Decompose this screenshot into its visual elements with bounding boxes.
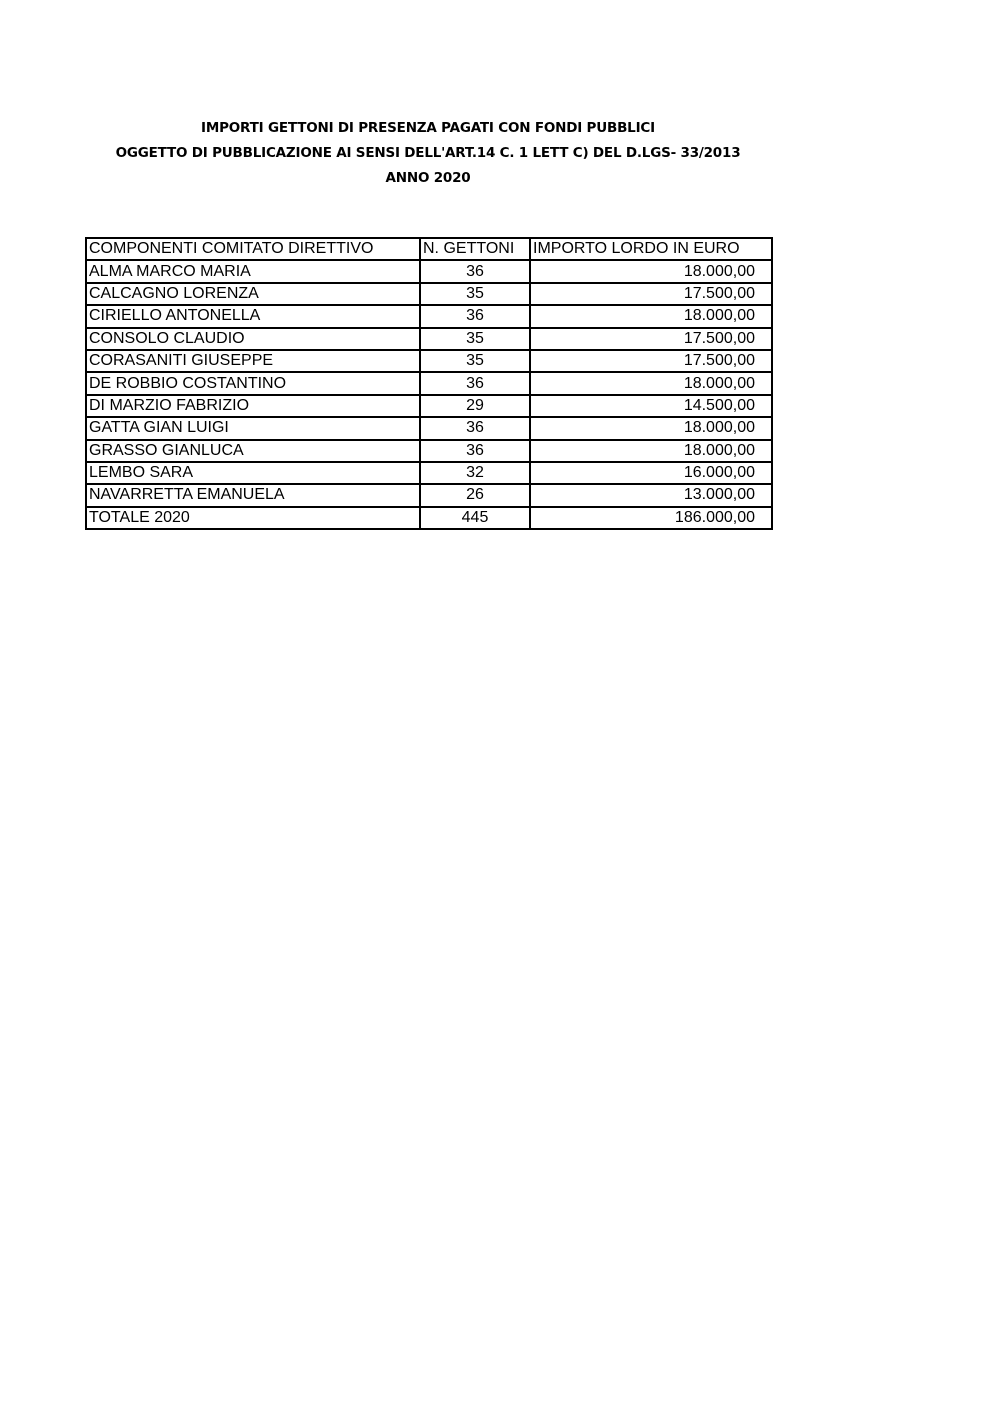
column-header-tokens: N. GETTONI [420, 238, 530, 260]
table-row [86, 462, 772, 484]
member-name: DI MARZIO FABRIZIO [86, 395, 420, 417]
gross-amount: 18.000,00 [530, 417, 772, 439]
tokens-table [85, 237, 773, 530]
document-year: ANNO 2020 [385, 170, 471, 186]
table-row [86, 260, 772, 282]
token-count: 35 [420, 350, 530, 372]
table-row [86, 305, 772, 327]
gross-amount: 13.000,00 [530, 484, 772, 506]
document-title: IMPORTI GETTONI DI PRESENZA PAGATI CON FONDI PUBBLICI [201, 120, 655, 136]
member-name: LEMBO SARA [86, 462, 420, 484]
gross-amount: 18.000,00 [530, 260, 772, 282]
token-count: 36 [420, 417, 530, 439]
gross-amount: 17.500,00 [530, 283, 772, 305]
member-name: CONSOLO CLAUDIO [86, 328, 420, 350]
token-count: 29 [420, 395, 530, 417]
token-count: 32 [420, 462, 530, 484]
token-count: 26 [420, 484, 530, 506]
gross-amount: 17.500,00 [530, 328, 772, 350]
total-tokens: 445 [420, 507, 530, 529]
gross-amount: 16.000,00 [530, 462, 772, 484]
token-count: 35 [420, 328, 530, 350]
table-row [86, 417, 772, 439]
table-row [86, 328, 772, 350]
gross-amount: 18.000,00 [530, 440, 772, 462]
column-header-amount: IMPORTO LORDO IN EURO [530, 238, 772, 260]
token-count: 36 [420, 305, 530, 327]
member-name: GRASSO GIANLUCA [86, 440, 420, 462]
member-name: ALMA MARCO MARIA [86, 260, 420, 282]
gross-amount: 14.500,00 [530, 395, 772, 417]
table-row [86, 283, 772, 305]
table-row [86, 395, 772, 417]
token-count: 36 [420, 372, 530, 394]
member-name: CALCAGNO LORENZA [86, 283, 420, 305]
member-name: GATTA GIAN LUIGI [86, 417, 420, 439]
gross-amount: 18.000,00 [530, 372, 772, 394]
table-row [86, 484, 772, 506]
table-total-row [86, 507, 772, 529]
column-header-name: COMPONENTI COMITATO DIRETTIVO [86, 238, 420, 260]
table-row [86, 440, 772, 462]
document-subtitle: OGGETTO DI PUBBLICAZIONE AI SENSI DELL'ART.14 C. 1 LETT C) DEL D.LGS- 33/2013 [115, 145, 741, 161]
table-row [86, 372, 772, 394]
token-count: 36 [420, 440, 530, 462]
total-label: TOTALE 2020 [86, 507, 420, 529]
member-name: CIRIELLO ANTONELLA [86, 305, 420, 327]
gross-amount: 18.000,00 [530, 305, 772, 327]
member-name: NAVARRETTA EMANUELA [86, 484, 420, 506]
member-name: DE ROBBIO COSTANTINO [86, 372, 420, 394]
table-row [86, 350, 772, 372]
token-count: 35 [420, 283, 530, 305]
gross-amount: 17.500,00 [530, 350, 772, 372]
table-header-row [86, 238, 772, 260]
member-name: CORASANITI GIUSEPPE [86, 350, 420, 372]
token-count: 36 [420, 260, 530, 282]
total-amount: 186.000,00 [530, 507, 772, 529]
